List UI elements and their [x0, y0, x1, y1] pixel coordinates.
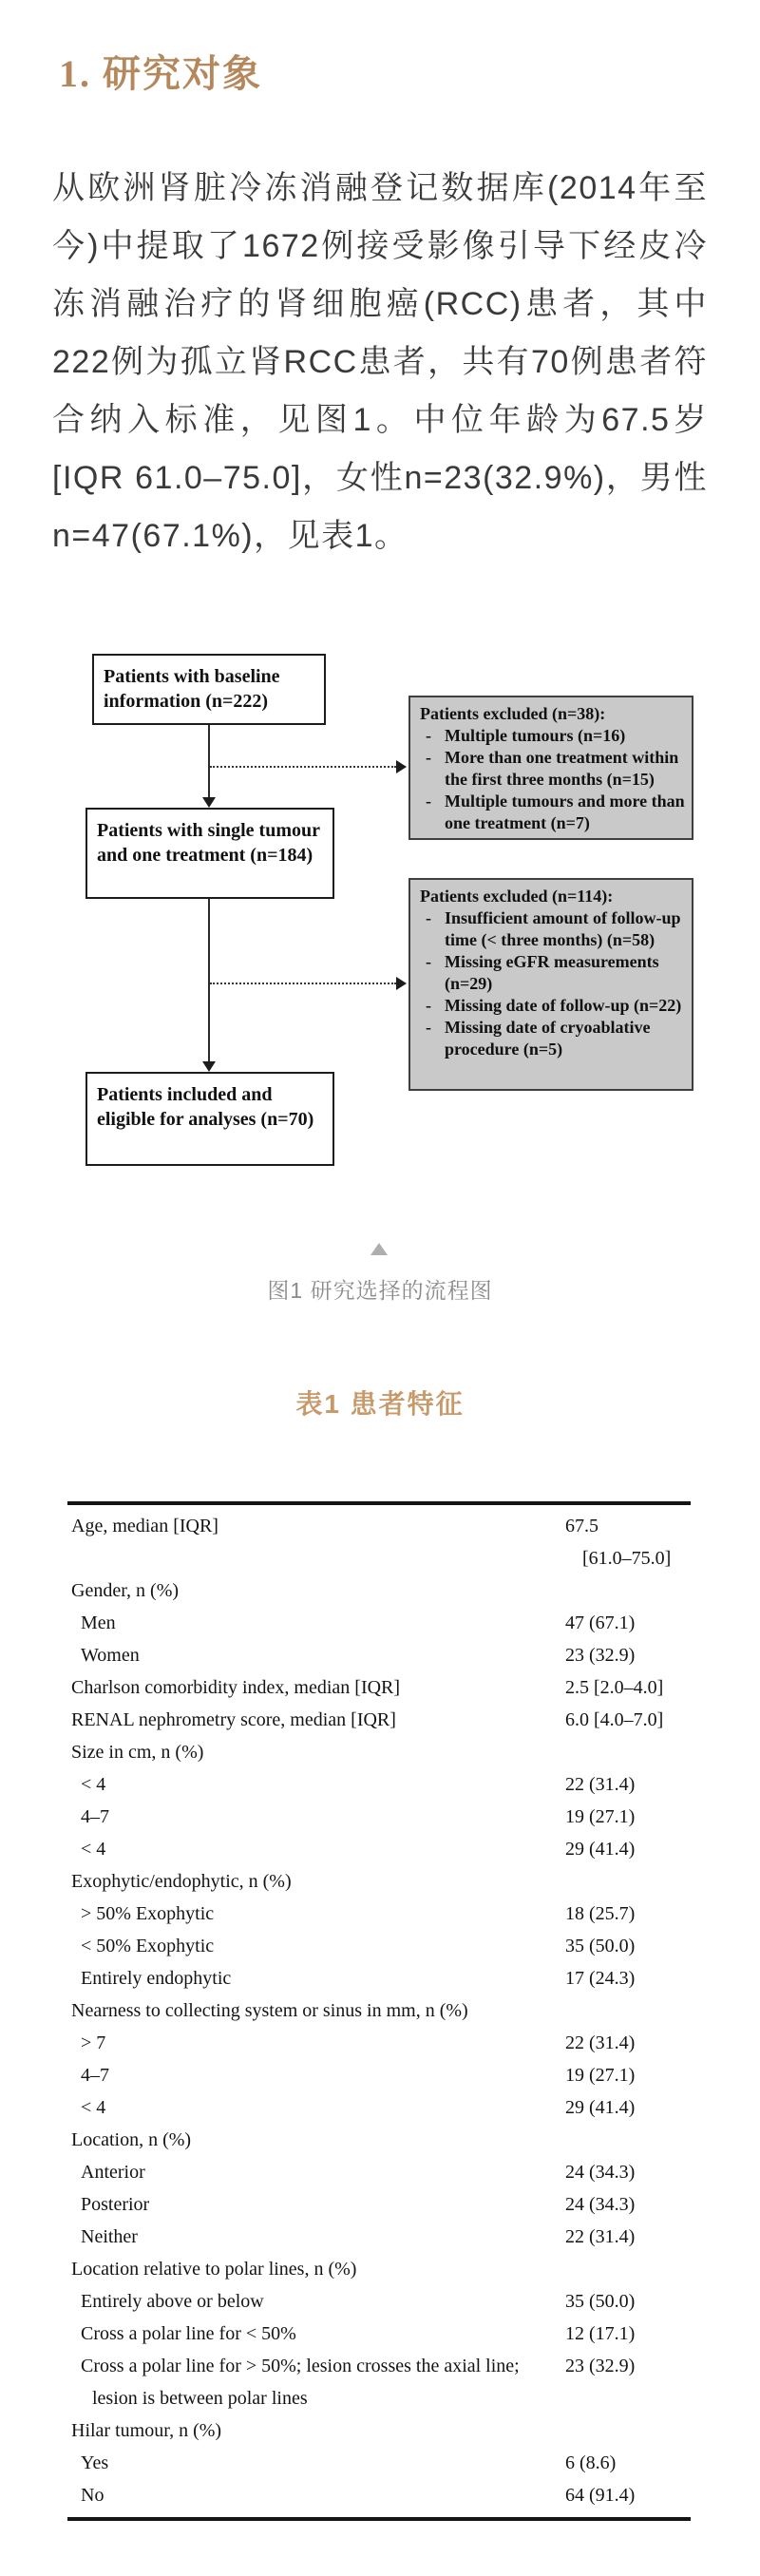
- row-value: 22 (31.4): [565, 1774, 636, 1795]
- row-value: 24 (34.3): [565, 2194, 636, 2215]
- flow-connector-down-2: [208, 899, 210, 1064]
- row-value: 12 (17.1): [565, 2323, 636, 2344]
- row-label: < 4: [81, 1774, 106, 1795]
- row-value: 35 (50.0): [565, 2291, 636, 2312]
- table-row: [67, 2124, 691, 2156]
- flow-connector-down-1: [208, 725, 210, 800]
- row-value: 6.0 [4.0–7.0]: [565, 1709, 664, 1730]
- table-row: [67, 1574, 691, 1607]
- flow-box-baseline: Patients with baseline information (n=222): [92, 654, 326, 725]
- table-row: [67, 1898, 691, 1930]
- row-label: Size in cm, n (%): [71, 1742, 204, 1763]
- table-row: [67, 2221, 691, 2253]
- table-row: [67, 2285, 691, 2318]
- row-value: 17 (24.3): [565, 1968, 636, 1989]
- row-value: 22 (31.4): [565, 2032, 636, 2053]
- row-label: < 4: [81, 1839, 106, 1860]
- row-value: 35 (50.0): [565, 1936, 636, 1956]
- table-row: [67, 1930, 691, 1962]
- table-row: [67, 1736, 691, 1768]
- excluded-38-title: Patients excluded (n=38):: [420, 704, 606, 723]
- table-row: [67, 2350, 691, 2414]
- flow-box-included: Patients included and eligible for analyses (n=70): [86, 1072, 334, 1166]
- row-value: 29 (41.4): [565, 1839, 636, 1860]
- arrowhead-right-icon: [396, 760, 407, 773]
- row-label: Exophytic/endophytic, n (%): [71, 1871, 292, 1892]
- table-row: [67, 2059, 691, 2091]
- row-value: 23 (32.9): [565, 1645, 636, 1666]
- excluded-114-item: - Missing date of cryoablative procedure (n=5): [420, 1017, 686, 1060]
- excluded-38-item: - More than one treatment within the first three months (n=15): [420, 747, 686, 791]
- table-row: [67, 1768, 691, 1801]
- row-label: Cross a polar line for > 50%; lesion crosses the axial line; lesion is between polar lines: [81, 2356, 520, 2409]
- row-label: Gender, n (%): [71, 1580, 180, 1601]
- row-label: Cross a polar line for < 50%: [81, 2323, 296, 2344]
- table-row: [67, 1607, 691, 1639]
- collapse-triangle-icon: [370, 1243, 388, 1255]
- table-row: [67, 2156, 691, 2188]
- row-value-line2: [61.0–75.0]: [582, 1548, 672, 1569]
- row-label: Charlson comorbidity index, median [IQR]: [71, 1677, 401, 1698]
- table-row: [67, 1671, 691, 1704]
- row-label: 4–7: [81, 1806, 109, 1827]
- table-row: [67, 1510, 691, 1574]
- row-label: Age, median [IQR]: [71, 1516, 218, 1536]
- row-label: Location relative to polar lines, n (%): [71, 2259, 357, 2280]
- row-label: 4–7: [81, 2065, 109, 2086]
- table-row: [67, 1639, 691, 1671]
- table-row: [67, 2479, 691, 2511]
- table-row: [67, 1994, 691, 2027]
- row-value: 2.5 [2.0–4.0]: [565, 1677, 664, 1698]
- row-value: 29 (41.4): [565, 2097, 636, 2118]
- row-label: < 4: [81, 2097, 106, 2118]
- flow-box-excluded-114: [408, 878, 694, 1091]
- row-label: Entirely endophytic: [81, 1968, 232, 1989]
- row-value: 47 (67.1): [565, 1612, 636, 1633]
- row-value: 24 (34.3): [565, 2162, 636, 2183]
- row-label: Hilar tumour, n (%): [71, 2420, 222, 2441]
- arrowhead-down-icon: [202, 797, 216, 808]
- section-heading: 1. 研究对象: [59, 52, 262, 95]
- row-value: 19 (27.1): [565, 2065, 636, 2086]
- row-label: Women: [81, 1645, 140, 1666]
- table-row: [67, 2414, 691, 2447]
- body-paragraph: 从欧洲肾脏冷冻消融登记数据库(2014年至今)中提取了1672例接受影像引导下经皮冷冻消融治疗的肾细胞癌(RCC)患者，其中222例为孤立肾RCC患者，共有70例患者符合纳入标准，见图1。中位年龄为67.5岁[IQR 61.0–75.0]，女性n=23(32.9%)，男性n=47(67.1%)，见表1。: [52, 170, 708, 554]
- row-label: Anterior: [81, 2162, 145, 2183]
- excluded-114-item: - Missing eGFR measurements (n=29): [420, 951, 686, 995]
- table-row: [67, 1801, 691, 1833]
- table-row: [67, 1865, 691, 1898]
- row-value: 6 (8.6): [565, 2452, 617, 2473]
- row-label: Men: [81, 1612, 116, 1633]
- excluded-38-item: - Multiple tumours and more than one treatment (n=7): [420, 791, 686, 834]
- flow-dotted-connector-2: [210, 983, 396, 984]
- row-label: RENAL nephrometry score, median [IQR]: [71, 1709, 396, 1730]
- table-row: [67, 2318, 691, 2350]
- table-row: [67, 2253, 691, 2285]
- row-label: > 7: [81, 2032, 106, 2053]
- arrowhead-right-icon: [396, 977, 407, 990]
- table-row: [67, 1704, 691, 1736]
- flow-box-excluded-38: [408, 696, 694, 840]
- row-label: Location, n (%): [71, 2129, 192, 2150]
- row-label: Yes: [81, 2452, 109, 2473]
- table-row: [67, 1833, 691, 1865]
- row-label: < 50% Exophytic: [81, 1936, 215, 1956]
- row-value-line1: 67.5: [565, 1516, 598, 1536]
- flow-dotted-connector-1: [210, 766, 396, 768]
- row-value: [565, 1510, 671, 1574]
- table-row: [67, 2091, 691, 2124]
- row-value: 23 (32.9): [565, 2356, 636, 2376]
- figure-caption: 图1 研究选择的流程图: [267, 1278, 493, 1303]
- arrowhead-down-icon: [202, 1061, 216, 1072]
- row-value: 22 (31.4): [565, 2226, 636, 2247]
- excluded-38-item: - Multiple tumours (n=16): [420, 725, 686, 747]
- row-label: Neither: [81, 2226, 138, 2247]
- excluded-114-item: - Insufficient amount of follow-up time (< three months) (n=58): [420, 907, 686, 951]
- row-label: > 50% Exophytic: [81, 1903, 215, 1924]
- row-label: Posterior: [81, 2194, 150, 2215]
- table-title: 表1 患者特征: [295, 1389, 465, 1419]
- row-value: 64 (91.4): [565, 2485, 636, 2506]
- row-value: 19 (27.1): [565, 1806, 636, 1827]
- table-row: [67, 2447, 691, 2479]
- row-label: No: [81, 2485, 104, 2506]
- excluded-114-title: Patients excluded (n=114):: [420, 887, 614, 906]
- table-row: [67, 2027, 691, 2059]
- table-row: [67, 1962, 691, 1994]
- patient-characteristics-table: [67, 1501, 691, 2521]
- excluded-114-item: - Missing date of follow-up (n=22): [420, 995, 686, 1017]
- row-label: Entirely above or below: [81, 2291, 264, 2312]
- flow-box-single-tumour: Patients with single tumour and one treatment (n=184): [86, 808, 334, 899]
- row-label: Nearness to collecting system or sinus in mm, n (%): [71, 2000, 468, 2021]
- row-value: 18 (25.7): [565, 1903, 636, 1924]
- table-row: [67, 2188, 691, 2221]
